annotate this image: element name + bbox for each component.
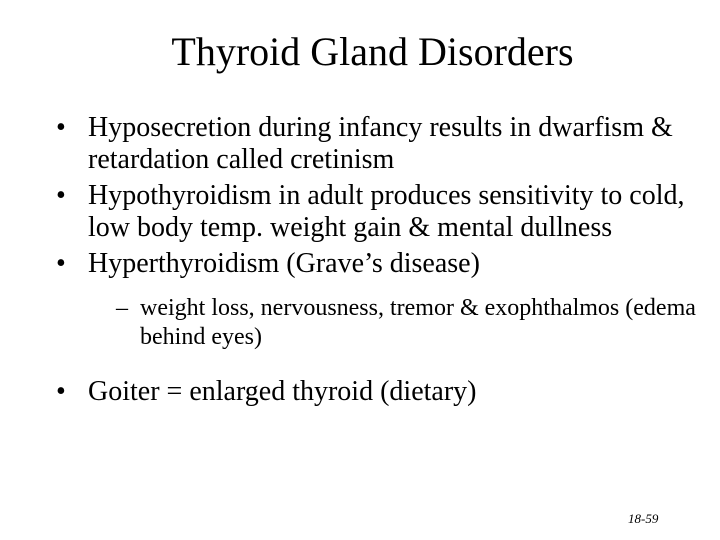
bullet-text: Goiter = enlarged thyroid (dietary) bbox=[88, 376, 477, 407]
bullet-marker: • bbox=[56, 376, 66, 407]
bullet-marker: • bbox=[56, 112, 66, 143]
bullet-marker: • bbox=[56, 248, 66, 279]
slide-number: 18-59 bbox=[628, 511, 659, 526]
bullet-text: Hyposecretion during infancy results in dwarfism & retardation called cretinism bbox=[88, 112, 673, 175]
sub-bullet-text: weight loss, nervousness, tremor & exophthalmos (edema behind eyes) bbox=[140, 295, 696, 350]
bullet-item bbox=[56, 376, 696, 408]
sub-bullet-item bbox=[56, 294, 696, 352]
bullet-marker: • bbox=[56, 180, 66, 211]
bullet-item bbox=[56, 248, 696, 280]
sub-bullet-marker: – bbox=[116, 295, 128, 321]
bullet-text: Hypothyroidism in adult produces sensitivity to cold, low body temp. weight gain & mental dullness bbox=[88, 180, 685, 243]
bullet-text: Hyperthyroidism (Grave’s disease) bbox=[88, 248, 480, 279]
bullet-item bbox=[56, 180, 696, 244]
bullet-list bbox=[56, 112, 696, 412]
bullet-item bbox=[56, 112, 696, 176]
slide-title: Thyroid Gland Disorders bbox=[171, 29, 574, 74]
